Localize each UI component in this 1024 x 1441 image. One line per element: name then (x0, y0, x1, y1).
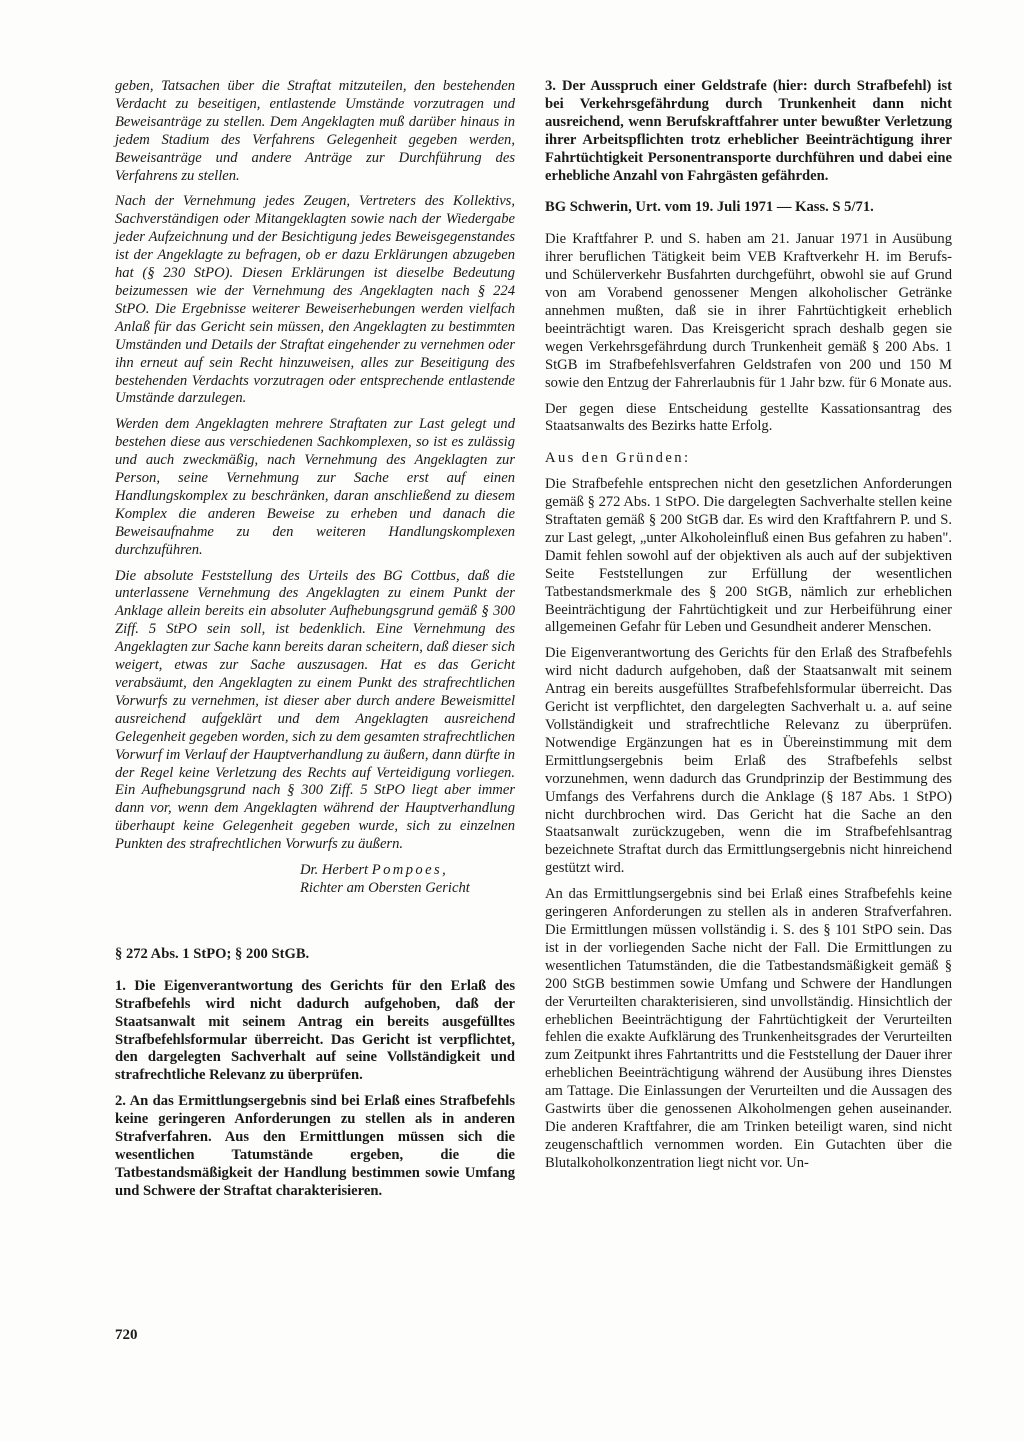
headnote-1: 1. Die Eigenverantwortung des Gerichts für den Erlaß des Strafbefehls wird nicht dadurch aufgehoben, daß der Staatsanwalt mit seinem Antrag ein bereits ausgefülltes Strafbefehlsformular überreicht. Das Gericht ist verpflichtet, den dargelegten Sachverhalt auf seine Vollständigkeit und strafrechtliche Relevanz zu überprüfen. (115, 977, 515, 1084)
author-signature (300, 862, 515, 898)
right-paragraph-4: Die Eigenverantwortung des Gerichts für den Erlaß des Strafbefehls wird nicht dadurch aufgehoben, daß der Staatsanwalt mit seinem Antrag ein bereits ausgefülltes Strafbefehlsformular überreicht. Das Gericht ist verpflichtet, den dargelegten Sachverhalt u. a. auf seine Vollständigkeit und strafrechtliche Relevanz zu überprüfen. Notwendige Ergänzungen hat es in Übereinstimmung mit dem Ermittlungsergebnis beim Erlaß des Strafbefehls selbst vorzunehmen, wenn dadurch das Grundprinzip der Bestimmung des Umfangs des Verfahrens durch die Anklage (§ 187 Abs. 1 StPO) nicht durchbrochen wird. Das Gericht hat die Sache an den Staatsanwalt zurückzugeben, wenn die im Strafbefehlsantrag bezeichnete Straftat durch das Ermittlungsergebnis nicht hinreichend gestützt wird. (545, 645, 952, 877)
left-paragraph-4: Die absolute Feststellung des Urteils des BG Cottbus, daß die unterlassene Vernehmung des Angeklagten zu einem Punkt der Anklage allein bereits ein absoluter Aufhebungsgrund gemäß § 300 Ziff. 5 StPO sein soll, ist bedenklich. Eine Vernehmung des Angeklagten zur Sache kann bereits daran scheitern, daß dieser sich weigert, etwas zur Sache auszusagen. Hat es das Gericht verabsäumt, den Angeklagten zu einem Punkt des strafrechtlichen Vorwurfs zu vernehmen, ist dieser aber durch andere Beweismittel ausreichend aufgeklärt und dem Angeklagten ausreichend Gelegenheit gegeben worden, sich zu dem gesamten strafrechtlichen Vorwurf im Verlauf der Hauptverhandlung zu äußern, dann dürfte in der Regel keine Verletzung des Rechts auf Verteidigung vorliegen. Ein Aufhebungsgrund nach § 300 Ziff. 5 StPO liegt aber immer dann vor, wenn dem Angeklagten während der Hauptverhandlung überhaupt keine Gelegenheit gegeben wurde, sich zu einzelnen Punkten des strafrechtlichen Vorwurfs zu äußern. (115, 567, 515, 853)
headnote-3: 3. Der Ausspruch einer Geldstrafe (hier: durch Strafbefehl) ist bei Verkehrsgefährdung durch Trunkenheit dann nicht ausreichend, wenn Berufskraftfahrer unter bewußter Verletzung ihrer Arbeitspflichten trotz erheblicher Beeinträchtigung ihrer Fahrtüchtigkeit Personentransporte durchführen und dabei eine erhebliche Anzahl von Fahrgästen gefährden. (545, 78, 952, 184)
right-paragraph-1: Die Kraftfahrer P. und S. haben am 21. Januar 1971 in Ausübung ihrer beruflichen Tätigkeit beim VEB Kraftverkehr H. im Berufs- und Schülerverkehr Busfahrten durchgeführt, obwohl sie auf Grund von am Vorabend genossener Mengen alkoholischer Getränke annehmen mußten, daß sie in ihrer Fahrtüchtigkeit erheblich beeinträchtigt waren. Das Kreisgericht sprach deshalb gegen sie wegen Verkehrsgefährdung durch Trunkenheit gemäß § 200 Abs. 1 StGB im Strafbefehlsverfahren Geldstrafen von 200 und 150 M sowie den Entzug der Fahrerlaubnis für 1 Jahr bzw. für 6 Monate aus. (545, 231, 952, 391)
right-paragraph-2: Der gegen diese Entscheidung gestellte Kassationsantrag des Staatsanwalts des Bezirks hatte Erfolg. (545, 400, 952, 435)
author-title: Richter am Obersten Gericht (300, 879, 470, 896)
right-paragraph-3: Die Strafbefehle entsprechen nicht den gesetzlichen Anforderungen gemäß § 272 Abs. 1 StPO. Die dargelegten Sachverhalte stellen keine Straftaten gemäß § 200 StGB dar. Es wird den Kraftfahrern P. und S. zur Last gelegt, „unter Alkoholeinfluß einen Bus gefahren zu haben". Damit fehlen sowohl auf der objektiven als auch auf der subjektiven Seite Feststellungen zur Erfüllung der wesentlichen Tatbestandsmerkmale des § 200 StGB, nämlich zur erheblichen Beeinträchtigung der Fahrtüchtigkeit und zur Herbeiführung einer allgemeinen Gefahr für Leben und Gesundheit anderer Menschen. (545, 476, 952, 636)
left-column (115, 78, 515, 1209)
page-number: 720 (115, 1327, 138, 1343)
grounds-heading: Aus den Gründen: (545, 450, 691, 467)
section-heading: § 272 Abs. 1 StPO; § 200 StGB. (115, 945, 310, 962)
right-paragraph-5: An das Ermittlungsergebnis sind bei Erlaß eines Strafbefehls keine geringeren Anforderungen zu stellen als in anderen Strafverfahren. Die Ermittlungen müssen vollständig i. S. des § 101 StPO sein. Das ist in der vorliegenden Sache nicht der Fall. Die Ermittlungen zu wesentlichen Tatumständen, die die Tatbestandsmäßigkeit gemäß § 200 StGB bestimmen sowie Umfang und Schwere der Handlungen der Verurteilten charakterisieren, sind unvollständig. Hinsichtlich der erheblichen Beeinträchtigung der Fahrtüchtigkeit der Verurteilten fehlen die exakte Aufklärung des Trunkenheitsgrades der Verurteilten zum Zeitpunkt ihres Fahrtantritts und die Feststellung der Dauer ihrer erheblichen Beeinträchtigung während der Ausübung ihres Dienstes am Tattage. Die Einlassungen der Verurteilten und die Aussagen des Gastwirts über die genossenen Alkoholmengen gehen auseinander. Die anderen Kraftfahrer, die am Trinken beteiligt waren, sind nicht zeugenschaftlich vernommen worden. Ein Gutachten über die Blutalkoholkonzentration liegt nicht vor. Un- (545, 886, 952, 1171)
court-citation: BG Schwerin, Urt. vom 19. Juli 1971 — Kass. S 5/71. (545, 199, 874, 216)
right-column (545, 78, 952, 1181)
author-name-prefix: Dr. Herbert (300, 862, 372, 879)
headnote-2: 2. An das Ermittlungsergebnis sind bei Erlaß eines Strafbefehls keine geringeren Anforderungen zu stellen als in anderen Strafverfahren. Aus den Ermittlungen müssen sich die wesentlichen Tatumstände ergeben, die die Tatbestandsmäßigkeit der Handlung bestimmen sowie Umfang und Schwere der Straftat charakterisieren. (115, 1093, 515, 1199)
author-name-line (300, 862, 515, 880)
author-surname-suffix: , (442, 862, 446, 879)
left-paragraph-3: Werden dem Angeklagten mehrere Straftaten zur Last gelegt und bestehen diese aus verschiedenen Sachkomplexen, so ist es zulässig und auch zweckmäßig, nach Vernehmung des Angeklagten zur Person, seine Vernehmung zur Sache erst auf einen Handlungskomplex zu beschränken, daran anschließend zu diesem Komplex die anderen Beweise zu erheben und danach die Beweisaufnahme zu den weiteren Handlungskomplexen durchzuführen. (115, 416, 515, 558)
left-paragraph-2: Nach der Vernehmung jedes Zeugen, Vertreters des Kollektivs, Sachverständigen oder Mitangeklagten sowie nach der Wiedergabe jeder Aufzeichnung und der Besichtigung jedes Beweisgegenstandes ist der Angeklagte zu befragen, ob er dazu Erklärungen abzugeben hat (§ 230 StPO). Diesen Erklärungen ist dieselbe Bedeutung beizumessen wie der Vernehmung des Angeklagten nach § 224 StPO. Die Ergebnisse weiterer Beweiserhebungen werden vielfach Anlaß für das Gericht sein müssen, den Angeklagten zu bestimmten Umständen und Details der Straftat eingehender zu vernehmen oder ihn erneut auf sein Recht hinzuweisen, alles zur Beseitigung des bestehenden Verdachts vorzutragen oder entsprechende entlastende Umstände darzulegen. (115, 193, 515, 407)
left-paragraph-1: geben, Tatsachen über die Straftat mitzuteilen, den bestehenden Verdacht zu beseitigen, entlastende Umstände vorzutragen und Beweisanträge zu stellen. Dem Angeklagten muß darüber hinaus in jedem Stadium des Verfahrens Gelegenheit gegeben werden, Beweisanträge und andere Anträge zur Durchführung des Verfahrens zu stellen. (115, 78, 515, 184)
author-surname: Pompoes (371, 862, 443, 879)
